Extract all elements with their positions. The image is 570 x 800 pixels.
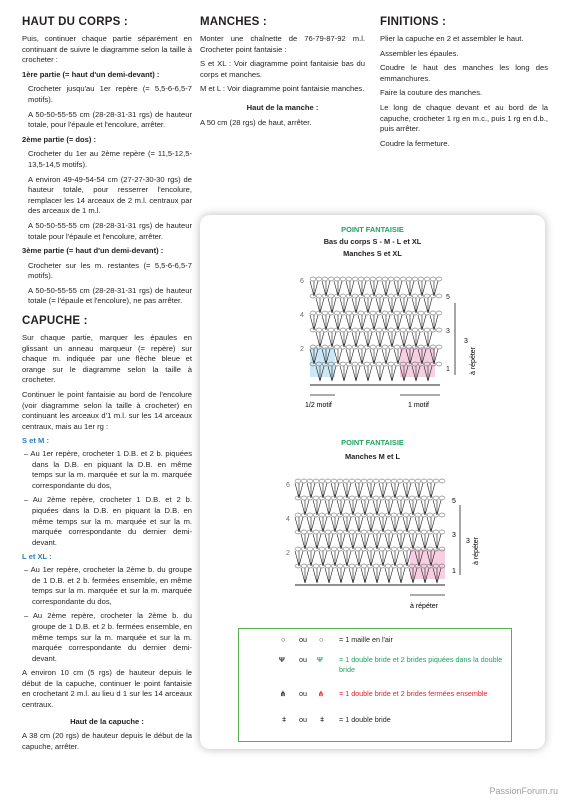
chart2-right-label: 5 (452, 498, 456, 505)
chart1-repeat-number: 3 (464, 338, 468, 345)
s-m-step-2: – Au 2ème repère, crocheter 1 D.B. et 2 b. piquées dans la D.B. en piquant la D.B. en même temps sur la m. marquée et sur la m. marquée correspondante du dernier demi-devant. (24, 495, 192, 547)
stitch-fan (301, 568, 309, 583)
stitch-fan (376, 366, 384, 381)
stitch-fan (295, 551, 303, 566)
chart2-subtitle: Manches M et L (344, 452, 401, 461)
capuche-text-2: Continuer le point fantaisie au bord de l'encolure (voir diagramme selon la taille à crocheter) en continuant les arceaux d'1 m.l. sur les 14 arceaux centraux, mais au 1er rg : (22, 390, 192, 431)
chain-row (295, 479, 445, 483)
finition-item: Coudre la fermeture. (380, 138, 450, 148)
part1-text-b: A 50-50-55-55 cm (28-28-31-31 rgs) de hauteur totale, pour l'épaule et l'encolure, arrêter. (28, 109, 192, 130)
stitch-fan (391, 517, 399, 532)
manches-text-1: Monter une chaînette de 76-79-87-92 m.l. Crocheter point fantaisie : (200, 34, 365, 54)
stitch-fan (310, 315, 318, 330)
chart1-pink-zone (400, 347, 435, 377)
double-treble-alt-icon: ǂ (320, 715, 325, 724)
stitch-fan (358, 315, 366, 330)
chain-stitch-alt-icon: ○ (319, 635, 324, 644)
stitch-fan (301, 500, 309, 515)
legend-or: ou (299, 655, 307, 664)
finition-item: Coudre le haut des manches les long des emmanchures. (380, 63, 548, 83)
stitch-fan (295, 517, 303, 532)
stitch-fan (319, 483, 327, 498)
stitch-fan (376, 332, 384, 347)
s-m-step-1: – Au 1er repère, crocheter 1 D.B. et 2 b. piquées dans la D.B. en piquant la D.B. en même temps sur la m. marquée et sur la m. marquée correspondante du dos, (24, 449, 192, 490)
stitch-fan (352, 298, 360, 313)
stitch-fan (322, 281, 330, 296)
finition-item: Plier la capuche en 2 et assembler le haut. (380, 34, 524, 43)
stitch-fan (334, 349, 342, 364)
chart2-bottom-label: à répéter (410, 603, 439, 610)
stitch-fan (307, 517, 315, 532)
legend-or: ou (299, 689, 307, 698)
stitch-fan (334, 315, 342, 330)
stitch-fan (370, 281, 378, 296)
stitch-fan (379, 551, 387, 566)
tr-2dc-joined-alt-icon: Ψ (317, 655, 323, 664)
stitch-fan (397, 500, 405, 515)
stitch-fan (310, 281, 318, 296)
stitch-fan (322, 315, 330, 330)
stitch-fan (325, 500, 333, 515)
stitch-fan (325, 568, 333, 583)
stitch-fan (403, 517, 411, 532)
stitch-fan (340, 366, 348, 381)
size-label-l-xl: L et XL : (22, 552, 52, 562)
stitch-fan (415, 483, 423, 498)
stitch-fan (352, 332, 360, 347)
chart2-right-label: 1 (452, 568, 456, 575)
stitch-fan (352, 366, 360, 381)
column-manches (200, 0, 365, 132)
legend-fermees-text: = 1 double bride et 2 brides fermées ensemble (339, 689, 488, 698)
stitch-fan (316, 298, 324, 313)
stitch-fan (397, 568, 405, 583)
stitch-fan (343, 517, 351, 532)
stitch-fan (295, 483, 303, 498)
stitch-fan (346, 281, 354, 296)
stitch-chart-panel (200, 215, 545, 749)
chart2-title: POINT FANTAISIE (341, 438, 404, 447)
chart1-row-label: 4 (300, 312, 304, 319)
part2-title: 2ème partie (= dos) : (22, 134, 97, 144)
stitch-fan (325, 534, 333, 549)
chart1-right-label: 3 (446, 328, 450, 335)
chart2-repeat-label: à répéter (473, 536, 480, 565)
stitch-fan (301, 534, 309, 549)
stitch-fan (337, 500, 345, 515)
stitch-fan (367, 551, 375, 566)
stitch-fan (430, 281, 438, 296)
stitch-fan (343, 483, 351, 498)
section-title-finitions: FINITIONS : (380, 16, 447, 28)
l-xl-step-2: – Au 2ème repère, crocheter la 2ème b. du groupe de 1 D.B. et 2 b. fermées ensemble, en même temps sur la m. marquée et sur la m. marquée correspondante du dernier demi-devant. (24, 611, 192, 663)
stitch-fan (424, 332, 432, 347)
legend-double-bride-text: = 1 double bride (339, 715, 391, 724)
capuche-text-1: Sur chaque partie, marquer les épaules en glissant un anneau marqueur (= repère) sur chaque m. indiquée par une flèche bleue et orange sur le diagramme selon la taille à crocheter. (22, 333, 192, 385)
stitch-fan (349, 500, 357, 515)
chain-row (295, 530, 445, 534)
chart2-repeat-number: 3 (466, 538, 470, 545)
chart1-title: POINT FANTAISIE (341, 225, 404, 234)
stitch-fan (433, 534, 441, 549)
chart2-row-label: 6 (286, 482, 290, 489)
stitch-fan (316, 332, 324, 347)
symbol-legend (238, 628, 512, 742)
section-title-manches: MANCHES : (200, 16, 267, 28)
stitch-fan (385, 568, 393, 583)
stitch-fan (412, 332, 420, 347)
stitch-fan (373, 534, 381, 549)
finition-item: Faire la couture des manches. (380, 88, 483, 98)
stitch-fan (433, 500, 441, 515)
stitch-fan (418, 281, 426, 296)
stitch-fan (343, 551, 351, 566)
chart2-row-label: 2 (286, 550, 290, 557)
chart1-row-label: 6 (300, 278, 304, 285)
chart1-right-label: 1 (446, 366, 450, 373)
intro-text: Puis, continuer chaque partie séparément en continuant de suivre le diagramme selon la taille à crocheter : (22, 34, 192, 65)
part3-text-b: A 50-50-55-55 cm (28-28-31-31 rgs) de hauteur totale (= l'épaule et l'encolure), ne pas arrêter. (28, 285, 192, 306)
legend-or: ou (299, 635, 307, 644)
chart1-right-label: 5 (446, 294, 450, 301)
chart1-motif-label: 1 motif (408, 402, 430, 409)
stitch-fan (355, 483, 363, 498)
stitch-fan (340, 298, 348, 313)
stitch-fan (349, 568, 357, 583)
stitch-fan (337, 568, 345, 583)
chart1-subtitle-2: Manches S et XL (343, 249, 402, 258)
stitch-fan (364, 366, 372, 381)
stitch-fan (340, 332, 348, 347)
stitch-fan (412, 298, 420, 313)
chart2-row-label: 4 (286, 516, 290, 523)
stitch-fan (430, 315, 438, 330)
stitch-fan (331, 551, 339, 566)
stitch-fan (370, 315, 378, 330)
legend-piquees-text: = 1 double bride et 2 brides piquées dans la double bride (339, 655, 503, 674)
chart1-half-motif-label: 1/2 motif (305, 402, 332, 409)
double-treble-icon: ǂ (282, 715, 287, 724)
stitch-fan (361, 568, 369, 583)
stitch-fan (391, 551, 399, 566)
stitch-fan (400, 332, 408, 347)
stitch-fan (406, 281, 414, 296)
stitch-fan (346, 349, 354, 364)
stitch-fan (361, 534, 369, 549)
stitch-fan (367, 517, 375, 532)
part1-text-a: Crocheter jusqu'au 1er repère (= 5,5-6-6,5-7 motifs). (28, 84, 192, 104)
tr-2dc-closed-icon: ⋔ (280, 689, 287, 698)
stitch-fan (346, 315, 354, 330)
stitch-fan (418, 315, 426, 330)
stitch-fan (355, 551, 363, 566)
stitch-fan (385, 534, 393, 549)
stitch-fan (337, 534, 345, 549)
capuche-top-title: Haut de la capuche : (70, 716, 144, 726)
stitch-fan (409, 534, 417, 549)
stitch-fan (373, 500, 381, 515)
manche-top-text: A 50 cm (28 rgs) de haut, arrêter. (200, 117, 312, 127)
chain-row (310, 311, 442, 315)
section-title-capuche: CAPUCHE : (22, 315, 88, 328)
stitch-fan (415, 517, 423, 532)
stitch-fan (331, 517, 339, 532)
stitch-fan (403, 483, 411, 498)
stitch-fan (313, 568, 321, 583)
stitch-fan (394, 315, 402, 330)
part1-title: 1ère partie (= haut d'un demi-devant) : (22, 69, 160, 79)
chart2-diagram (200, 465, 545, 625)
chart1-row-label: 2 (300, 346, 304, 353)
finition-item: Assembler les épaules. (380, 48, 459, 58)
chart1-subtitle-1: Bas du corps S - M - L et XL (323, 237, 422, 246)
stitch-fan (328, 298, 336, 313)
finition-item: Le long de chaque devant et au bord de la capuche, crocheter 1 rg en m.c., puis 1 rg en d.b., puis arrêter. (380, 102, 548, 134)
stitch-fan (406, 315, 414, 330)
column-haut-du-corps (22, 0, 192, 756)
stitch-fan (364, 298, 372, 313)
stitch-fan (421, 534, 429, 549)
stitch-fan (427, 483, 435, 498)
stitch-fan (385, 500, 393, 515)
stitch-fan (319, 517, 327, 532)
stitch-fan (394, 281, 402, 296)
stitch-fan (349, 534, 357, 549)
capuche-text-3: A environ 10 cm (5 rgs) de hauteur depuis le début de la capuche, continuer le point fantaisie en crochetant 2 m.l. au lieu d 1 sur les 14 arceaux centraux. (22, 668, 192, 710)
stitch-fan (334, 281, 342, 296)
stitch-fan (382, 281, 390, 296)
stitch-fan (319, 551, 327, 566)
stitch-fan (331, 483, 339, 498)
part2-text-b: A environ 49-49-54-54 cm (27-27-30-30 rgs) de hauteur totale, pour resserrer l'encolure, remplacer les 14 arceaux de 2 m.l. centraux par des arceaux de 1 m.l. (28, 174, 192, 216)
stitch-fan (376, 298, 384, 313)
stitch-fan (397, 534, 405, 549)
chain-stitch-icon: ○ (281, 635, 286, 644)
legend-or: ou (299, 715, 307, 724)
stitch-fan (361, 500, 369, 515)
size-label-s-m: S et M : (22, 436, 50, 446)
section-title-haut-du-corps: HAUT DU CORPS : (22, 16, 128, 28)
stitch-fan (388, 332, 396, 347)
capuche-top-text: A 38 cm (20 rgs) de hauteur depuis le début de la capuche, arrêter. (22, 731, 192, 751)
stitch-fan (400, 298, 408, 313)
stitch-fan (367, 483, 375, 498)
stitch-fan (403, 551, 411, 566)
tr-2dc-closed-alt-icon: ⋔ (318, 689, 325, 698)
stitch-fan (328, 332, 336, 347)
chart1-diagram (200, 263, 545, 453)
manches-text-2: S et XL : Voir diagramme point fantaisie bas du corps et manches. (200, 59, 365, 79)
part2-text-c: A 50-50-55-55 cm (28-28-31-31 rgs) de hauteur totale pour l'épaule et l'encolure, arrêter. (28, 220, 192, 241)
stitch-fan (424, 298, 432, 313)
stitch-fan (370, 349, 378, 364)
stitch-fan (388, 366, 396, 381)
column-finitions (380, 0, 548, 153)
watermark: PassionForum.ru (489, 786, 558, 796)
stitch-fan (373, 568, 381, 583)
stitch-fan (409, 500, 417, 515)
chain-row (310, 277, 442, 281)
stitch-fan (382, 315, 390, 330)
stitch-fan (313, 534, 321, 549)
part2-text-a: Crocheter du 1er au 2ème repère (= 11,5-12,5-13,5-14,5 motifs). (28, 149, 192, 169)
manche-top-title: Haut de la manche : (246, 102, 319, 112)
l-xl-step-1: – Au 1er repère, crocheter la 2ème b. du groupe de 1 D.B. et 2 b. fermées ensemble, en même temps sur la m. marquée et sur la m. marquée correspondante du dos, (24, 564, 192, 606)
legend-chain-text: = 1 maille en l'air (339, 635, 393, 644)
tr-2dc-joined-icon: Ψ (279, 655, 285, 664)
part3-title: 3ème partie (= haut d'un demi-devant) : (22, 246, 164, 256)
stitch-fan (379, 483, 387, 498)
stitch-fan (427, 517, 435, 532)
chart1-repeat-label: à répéter (470, 346, 477, 375)
stitch-fan (382, 349, 390, 364)
stitch-fan (307, 483, 315, 498)
stitch-fan (391, 483, 399, 498)
part3-text-a: Crocheter sur les m. restantes (= 5,5-6-6,5-7 motifs). (28, 260, 192, 281)
stitch-fan (307, 551, 315, 566)
stitch-fan (358, 281, 366, 296)
stitch-fan (379, 517, 387, 532)
stitch-fan (388, 298, 396, 313)
stitch-fan (358, 349, 366, 364)
stitch-fan (313, 500, 321, 515)
stitch-fan (364, 332, 372, 347)
manches-text-3: M et L : Voir diagramme point fantaisie manches. (200, 84, 365, 94)
chain-row (295, 496, 445, 500)
chart2-right-label: 3 (452, 532, 456, 539)
stitch-fan (421, 500, 429, 515)
stitch-fan (355, 517, 363, 532)
